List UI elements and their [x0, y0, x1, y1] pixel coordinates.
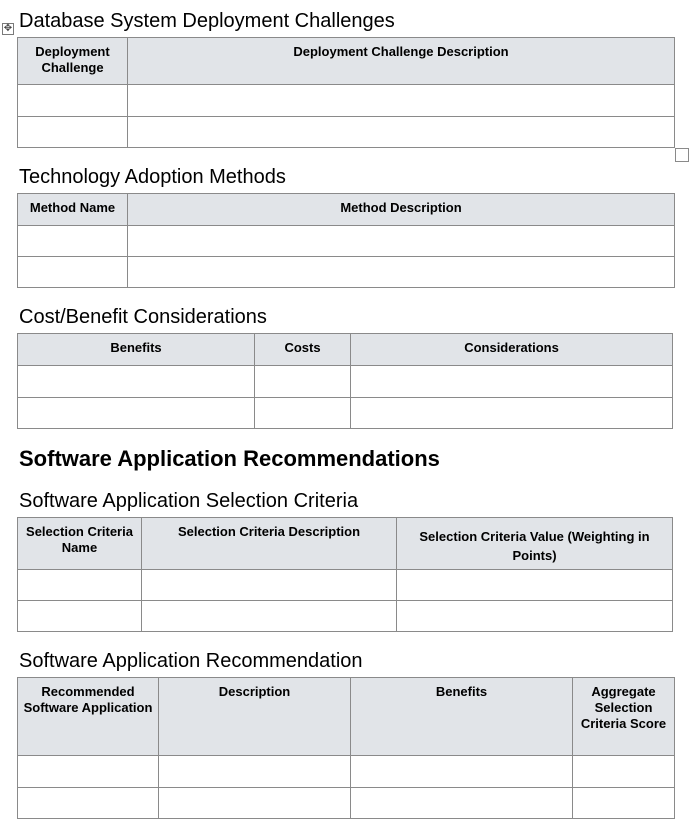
table-row — [18, 570, 673, 601]
table-cell[interactable] — [255, 398, 351, 429]
technology-adoption-table — [17, 193, 675, 288]
section-title-software-recommendation: Software Application Recommendation — [19, 650, 363, 672]
section-title-cost-benefit: Cost/Benefit Considerations — [19, 306, 267, 328]
table-cell[interactable] — [142, 570, 397, 601]
table-row — [18, 788, 675, 819]
table-cell[interactable] — [18, 570, 142, 601]
column-header: Selection Criteria Description — [142, 518, 397, 570]
section-title-deployment-challenges: Database System Deployment Challenges — [19, 10, 395, 32]
table-cell[interactable] — [18, 756, 159, 788]
column-header: Method Description — [128, 194, 675, 226]
selection-criteria-table — [17, 517, 673, 632]
resize-icon[interactable] — [675, 148, 689, 162]
table-cell[interactable] — [18, 398, 255, 429]
column-header: Selection Criteria Name — [18, 518, 142, 570]
table-cell[interactable] — [128, 226, 675, 257]
column-header: Deployment Challenge Description — [128, 38, 675, 85]
software-recommendation-table — [17, 677, 675, 819]
deployment-challenges-table — [17, 37, 675, 148]
table-row — [18, 226, 675, 257]
table-cell[interactable] — [18, 226, 128, 257]
table-row — [18, 85, 675, 117]
column-header: Method Name — [18, 194, 128, 226]
table-cell[interactable] — [351, 788, 573, 819]
section-title-technology-adoption: Technology Adoption Methods — [19, 166, 286, 188]
table-cell[interactable] — [255, 366, 351, 398]
table-cell[interactable] — [128, 257, 675, 288]
section-title-software-recommendations: Software Application Recommendations — [19, 446, 440, 471]
table-cell[interactable] — [573, 756, 675, 788]
table-cell[interactable] — [351, 366, 673, 398]
table-cell[interactable] — [18, 366, 255, 398]
column-header: Benefits — [351, 678, 573, 756]
column-header: Selection Criteria Value (Weighting in Points) — [397, 518, 673, 570]
cost-benefit-table — [17, 333, 673, 429]
table-cell[interactable] — [18, 601, 142, 632]
table-cell[interactable] — [18, 788, 159, 819]
table-row — [18, 257, 675, 288]
table-row — [18, 756, 675, 788]
table-cell[interactable] — [128, 117, 675, 148]
table-cell[interactable] — [18, 117, 128, 148]
move-icon[interactable]: ✥ — [3, 23, 13, 34]
column-header: Costs — [255, 334, 351, 366]
table-cell[interactable] — [397, 570, 673, 601]
table-cell[interactable] — [128, 85, 675, 117]
table-cell[interactable] — [142, 601, 397, 632]
column-header: Benefits — [18, 334, 255, 366]
column-header: Deployment Challenge — [18, 38, 128, 85]
table-cell[interactable] — [159, 756, 351, 788]
table-cell[interactable] — [397, 601, 673, 632]
table-row — [18, 398, 673, 429]
table-cell[interactable] — [573, 788, 675, 819]
column-header: Recommended Software Application — [18, 678, 159, 756]
table-cell[interactable] — [159, 788, 351, 819]
column-header: Aggregate Selection Criteria Score — [573, 678, 675, 756]
table-cell[interactable] — [18, 85, 128, 117]
table-row — [18, 117, 675, 148]
column-header: Description — [159, 678, 351, 756]
section-title-selection-criteria: Software Application Selection Criteria — [19, 490, 359, 512]
table-row — [18, 601, 673, 632]
table-cell[interactable] — [351, 756, 573, 788]
table-row — [18, 366, 673, 398]
table-cell[interactable] — [351, 398, 673, 429]
column-header: Considerations — [351, 334, 673, 366]
table-cell[interactable] — [18, 257, 128, 288]
